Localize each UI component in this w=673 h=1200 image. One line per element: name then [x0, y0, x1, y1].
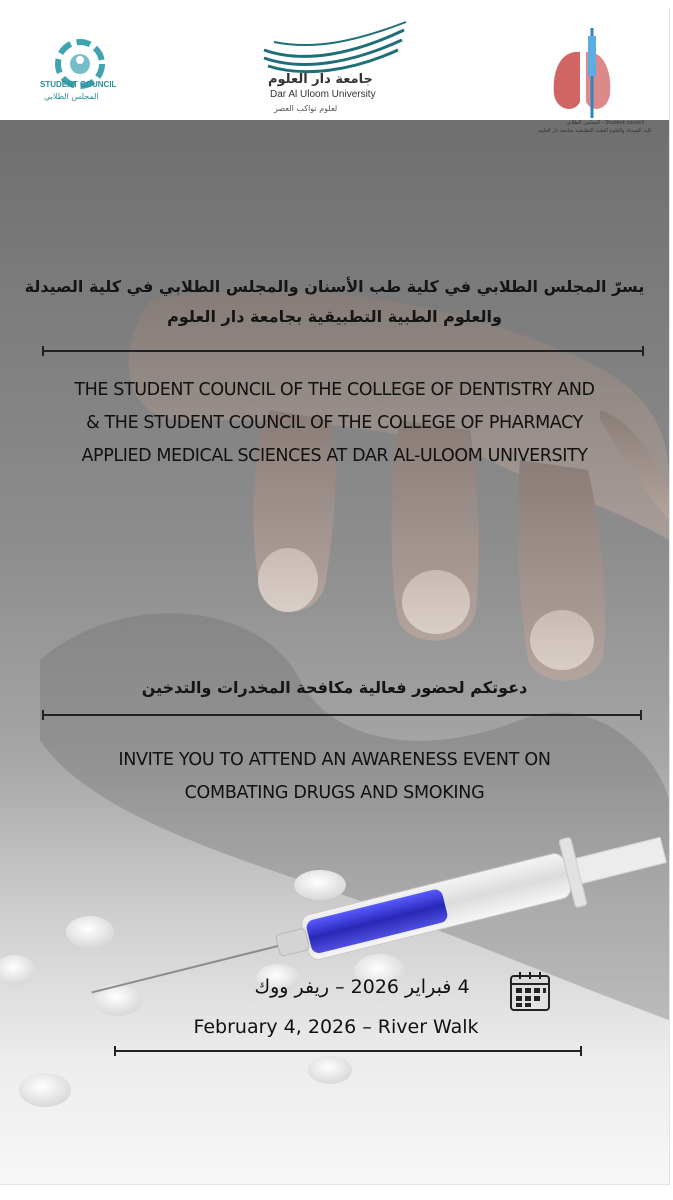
event-date-arabic: 4 فبراير 2026 – ريفر ووك	[254, 976, 470, 998]
intro-english-line2: & THE STUDENT COUNCIL OF THE COLLEGE OF PHARMACY	[86, 413, 583, 433]
divider-line	[114, 1050, 582, 1052]
intro-english	[0, 374, 669, 473]
intro-english-line1: THE STUDENT COUNCIL OF THE COLLEGE OF DENTISTRY AND	[74, 380, 595, 400]
invite-english-line2: COMBATING DRUGS AND SMOKING	[184, 783, 485, 803]
right-logo-line2: كلية الصيدلة والعلوم الطبية التطبيقية بجامعة دار العلوم	[538, 128, 652, 134]
header-bar	[0, 8, 669, 120]
student-council-label-en: STUDENT COUNCIL	[40, 80, 117, 89]
student-council-label-ar: المجلس الطلابي	[44, 92, 99, 101]
student-council-logo	[36, 34, 136, 122]
intro-arabic	[0, 272, 669, 332]
lungs-syringe-logo	[530, 22, 640, 122]
divider-line	[42, 350, 644, 352]
invite-english-line1: INVITE YOU TO ATTEND AN AWARENESS EVENT ON	[118, 750, 551, 770]
invite-english	[0, 744, 669, 810]
event-date-english: February 4, 2026 – River Walk	[193, 1016, 479, 1038]
university-tagline: لعلوم تواكب العصر	[274, 104, 338, 113]
university-name-ar: جامعة دار العلوم	[268, 72, 373, 87]
intro-english-line3: APPLIED MEDICAL SCIENCES AT DAR AL-ULOOM UNIVERSITY	[81, 446, 588, 466]
intro-arabic-line2: والعلوم الطبية التطبيقية بجامعة دار العلوم	[167, 307, 502, 326]
calendar-icon	[508, 970, 552, 1014]
university-name-en: Dar Al Uloom University	[270, 89, 376, 100]
divider-line	[42, 714, 642, 716]
intro-arabic-line1: يسرّ المجلس الطلابي في كلية طب الأسنان والمجلس الطلابي في كلية الصيدلة	[24, 277, 645, 296]
event-poster	[0, 8, 670, 1185]
right-logo-line1: المجلس الطلابي - Student council	[566, 120, 645, 126]
invite-arabic: دعوتكم لحضور فعالية مكافحة المخدرات والتدخين	[141, 678, 528, 697]
